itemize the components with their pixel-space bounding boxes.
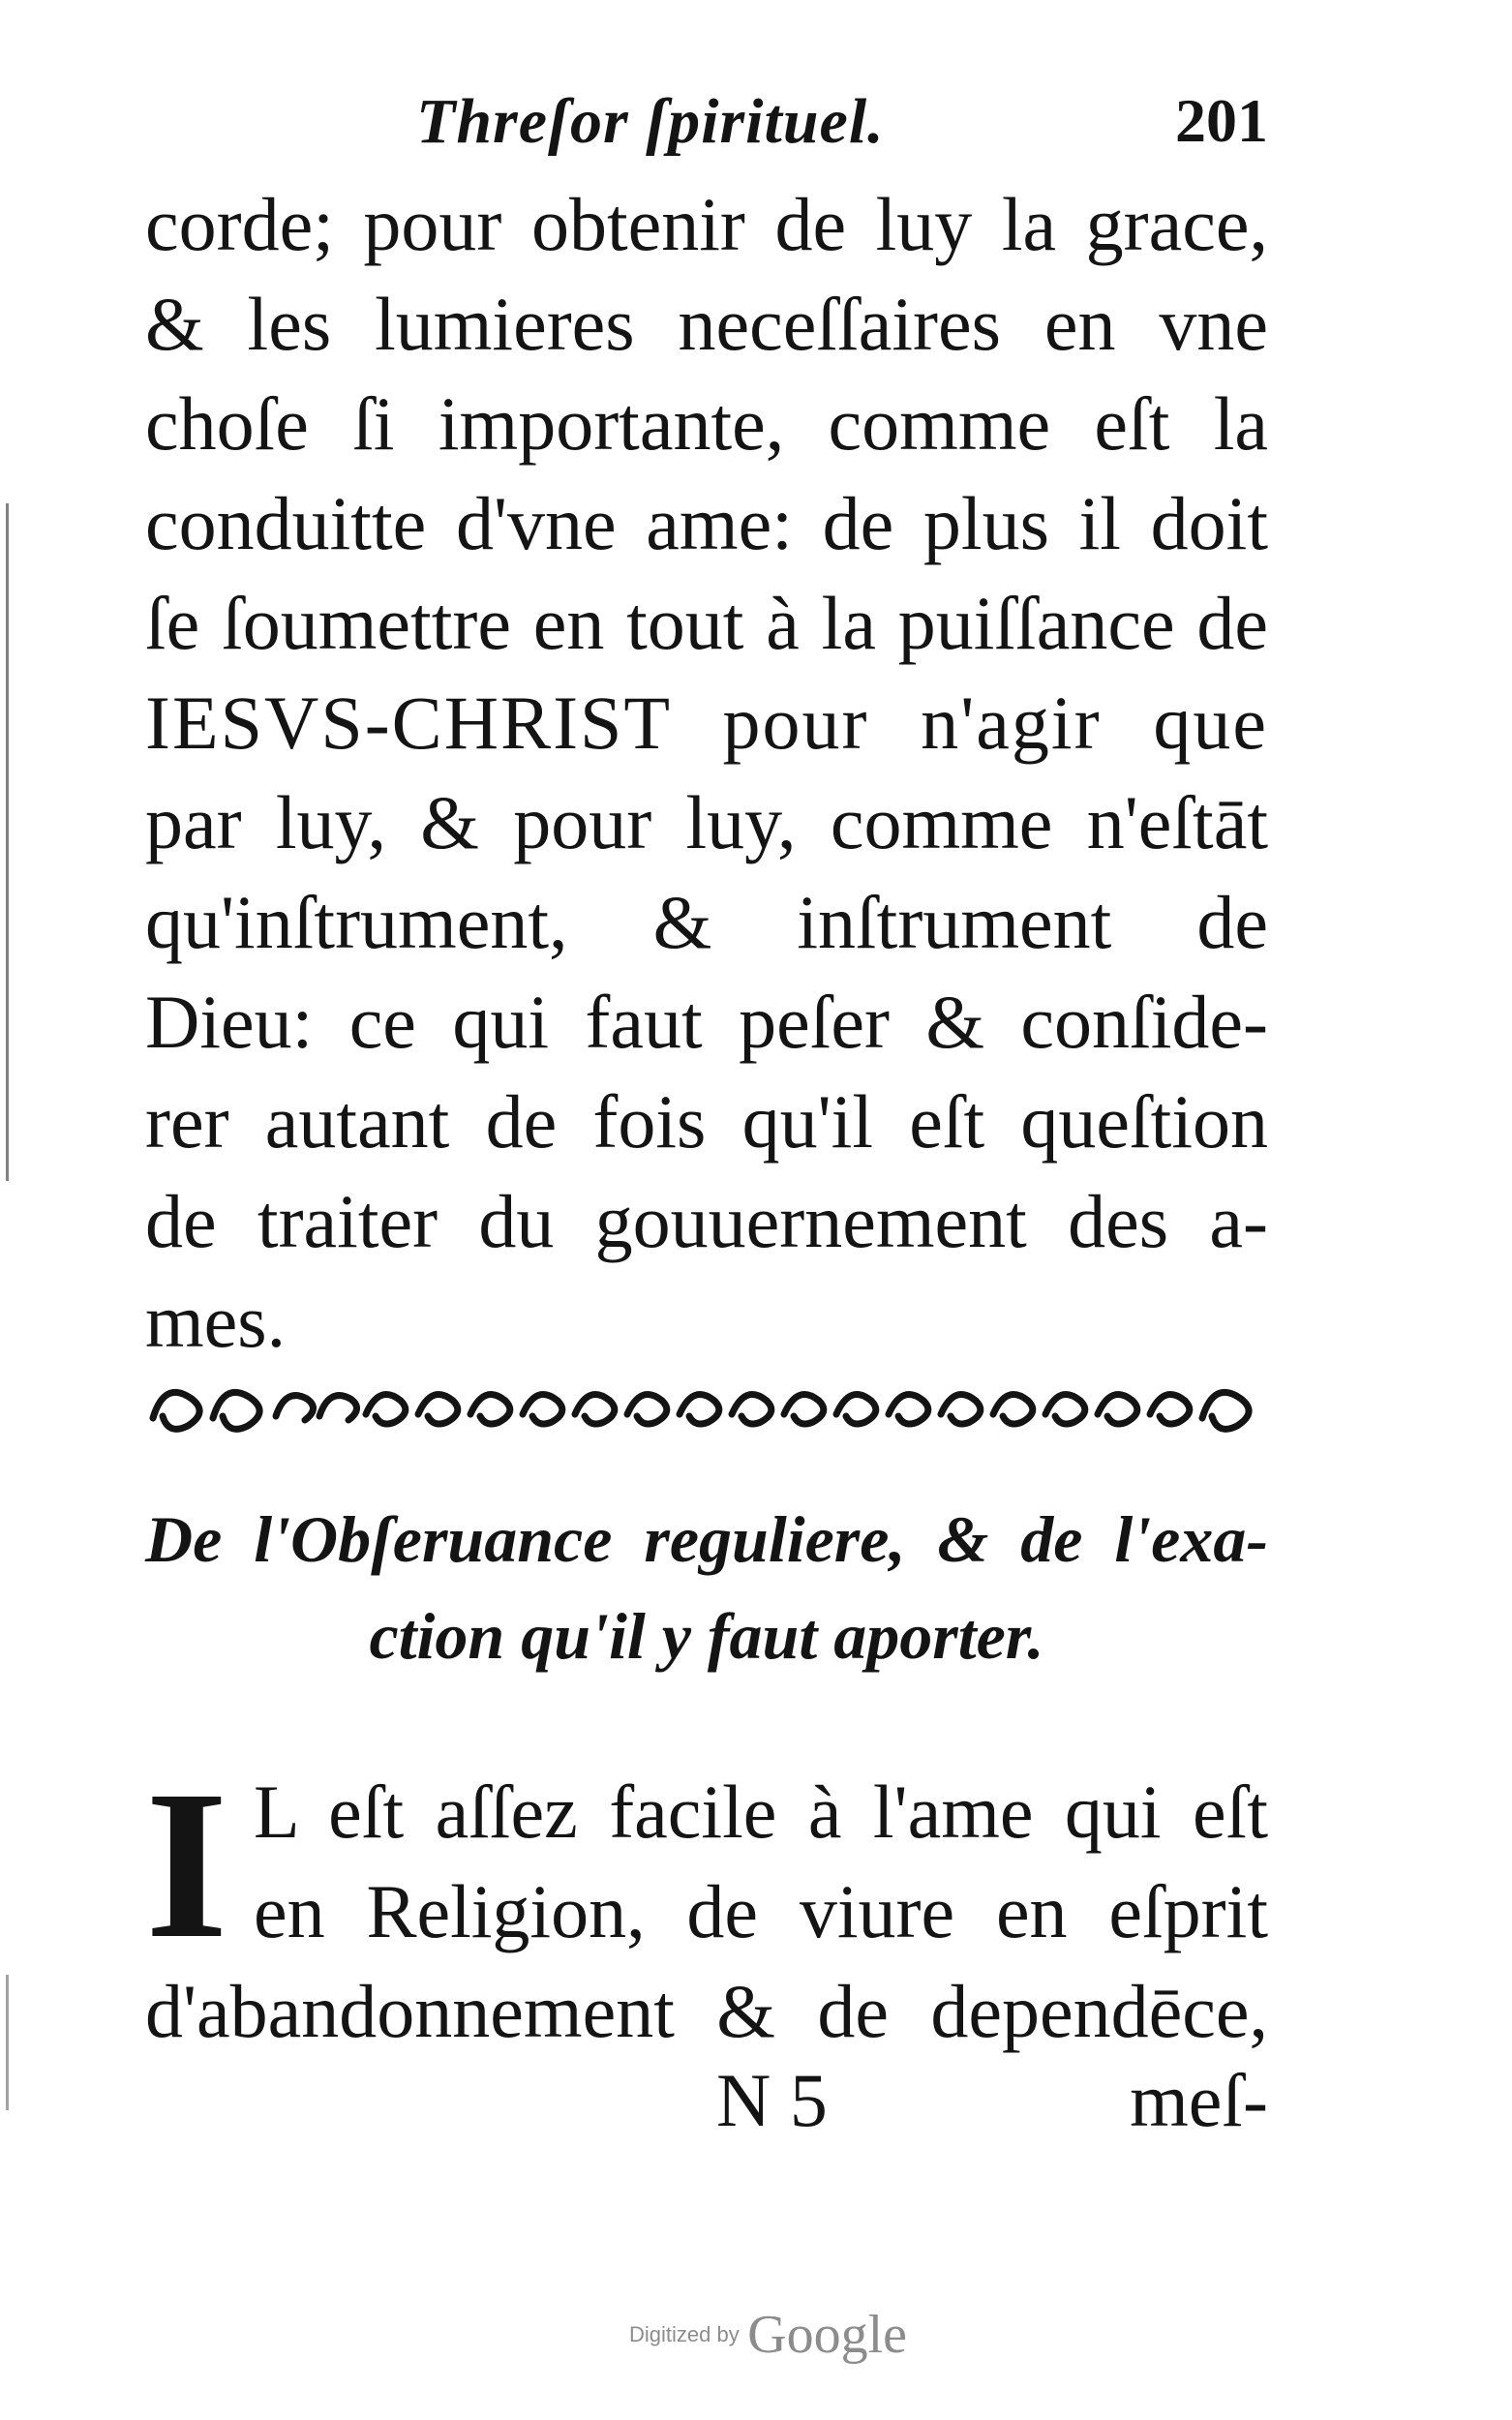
section-heading [145,1491,1268,1684]
watermark-brand: Google [747,2305,908,2365]
paragraph-1 [145,174,1268,1371]
page-footer [145,2057,1268,2154]
ornamental-divider [145,1370,1268,1437]
text-line: corde; pour obtenir de luy la grace, [145,182,1268,266]
text-line: L eſt aſſez facile à l'ame qui eſt [254,1770,1268,1854]
paragraph-2 [145,1746,1268,2061]
section-heading-line: ction qu'il y faut aporter. [369,1599,1044,1673]
text-line: rer autant de fois qu'il eſt queſtion [145,1079,1268,1164]
watermark-prefix: Digitized by [629,2322,740,2346]
running-head [145,85,1268,172]
page-number: 201 [1175,86,1268,155]
text-line: IESVS-CHRIST pour n'agir que [145,681,1268,765]
running-head-title: Threſor ſpirituel. [416,86,885,157]
text-line: choſe ſi importante, comme eſt la [145,381,1268,466]
text-line: & les lumieres neceſſaires en vne [145,282,1268,366]
text-line: Dieu: ce qui faut peſer & conſide- [145,980,1268,1064]
scan-edge-mark [6,503,9,1181]
signature-mark: N 5 [716,2058,828,2142]
text-line: d'abandonnement & de dependēce, [145,1969,1268,2053]
text-line: qu'inſtrument, & inſtrument de [145,880,1268,964]
text-line: en Religion, de viure en eſprit [254,1869,1268,1953]
drop-cap: I [145,1746,228,1982]
text-line: de traiter du gouuernement des a- [145,1179,1268,1263]
text-line: conduitte d'vne ame: de plus il doit [145,481,1268,565]
section-heading-line: De l'Obſeruance reguliere, & de l'exa- [145,1502,1268,1576]
digitization-watermark [629,2304,908,2365]
text-line: ſe ſoumettre en tout à la puiſſance de [145,581,1268,665]
catchword: meſ- [1130,2058,1268,2142]
scan-edge-mark [6,1975,9,2110]
text-line: par luy, & pour luy, comme n'eſtāt [145,780,1268,864]
text-line: mes. [145,1279,287,1363]
